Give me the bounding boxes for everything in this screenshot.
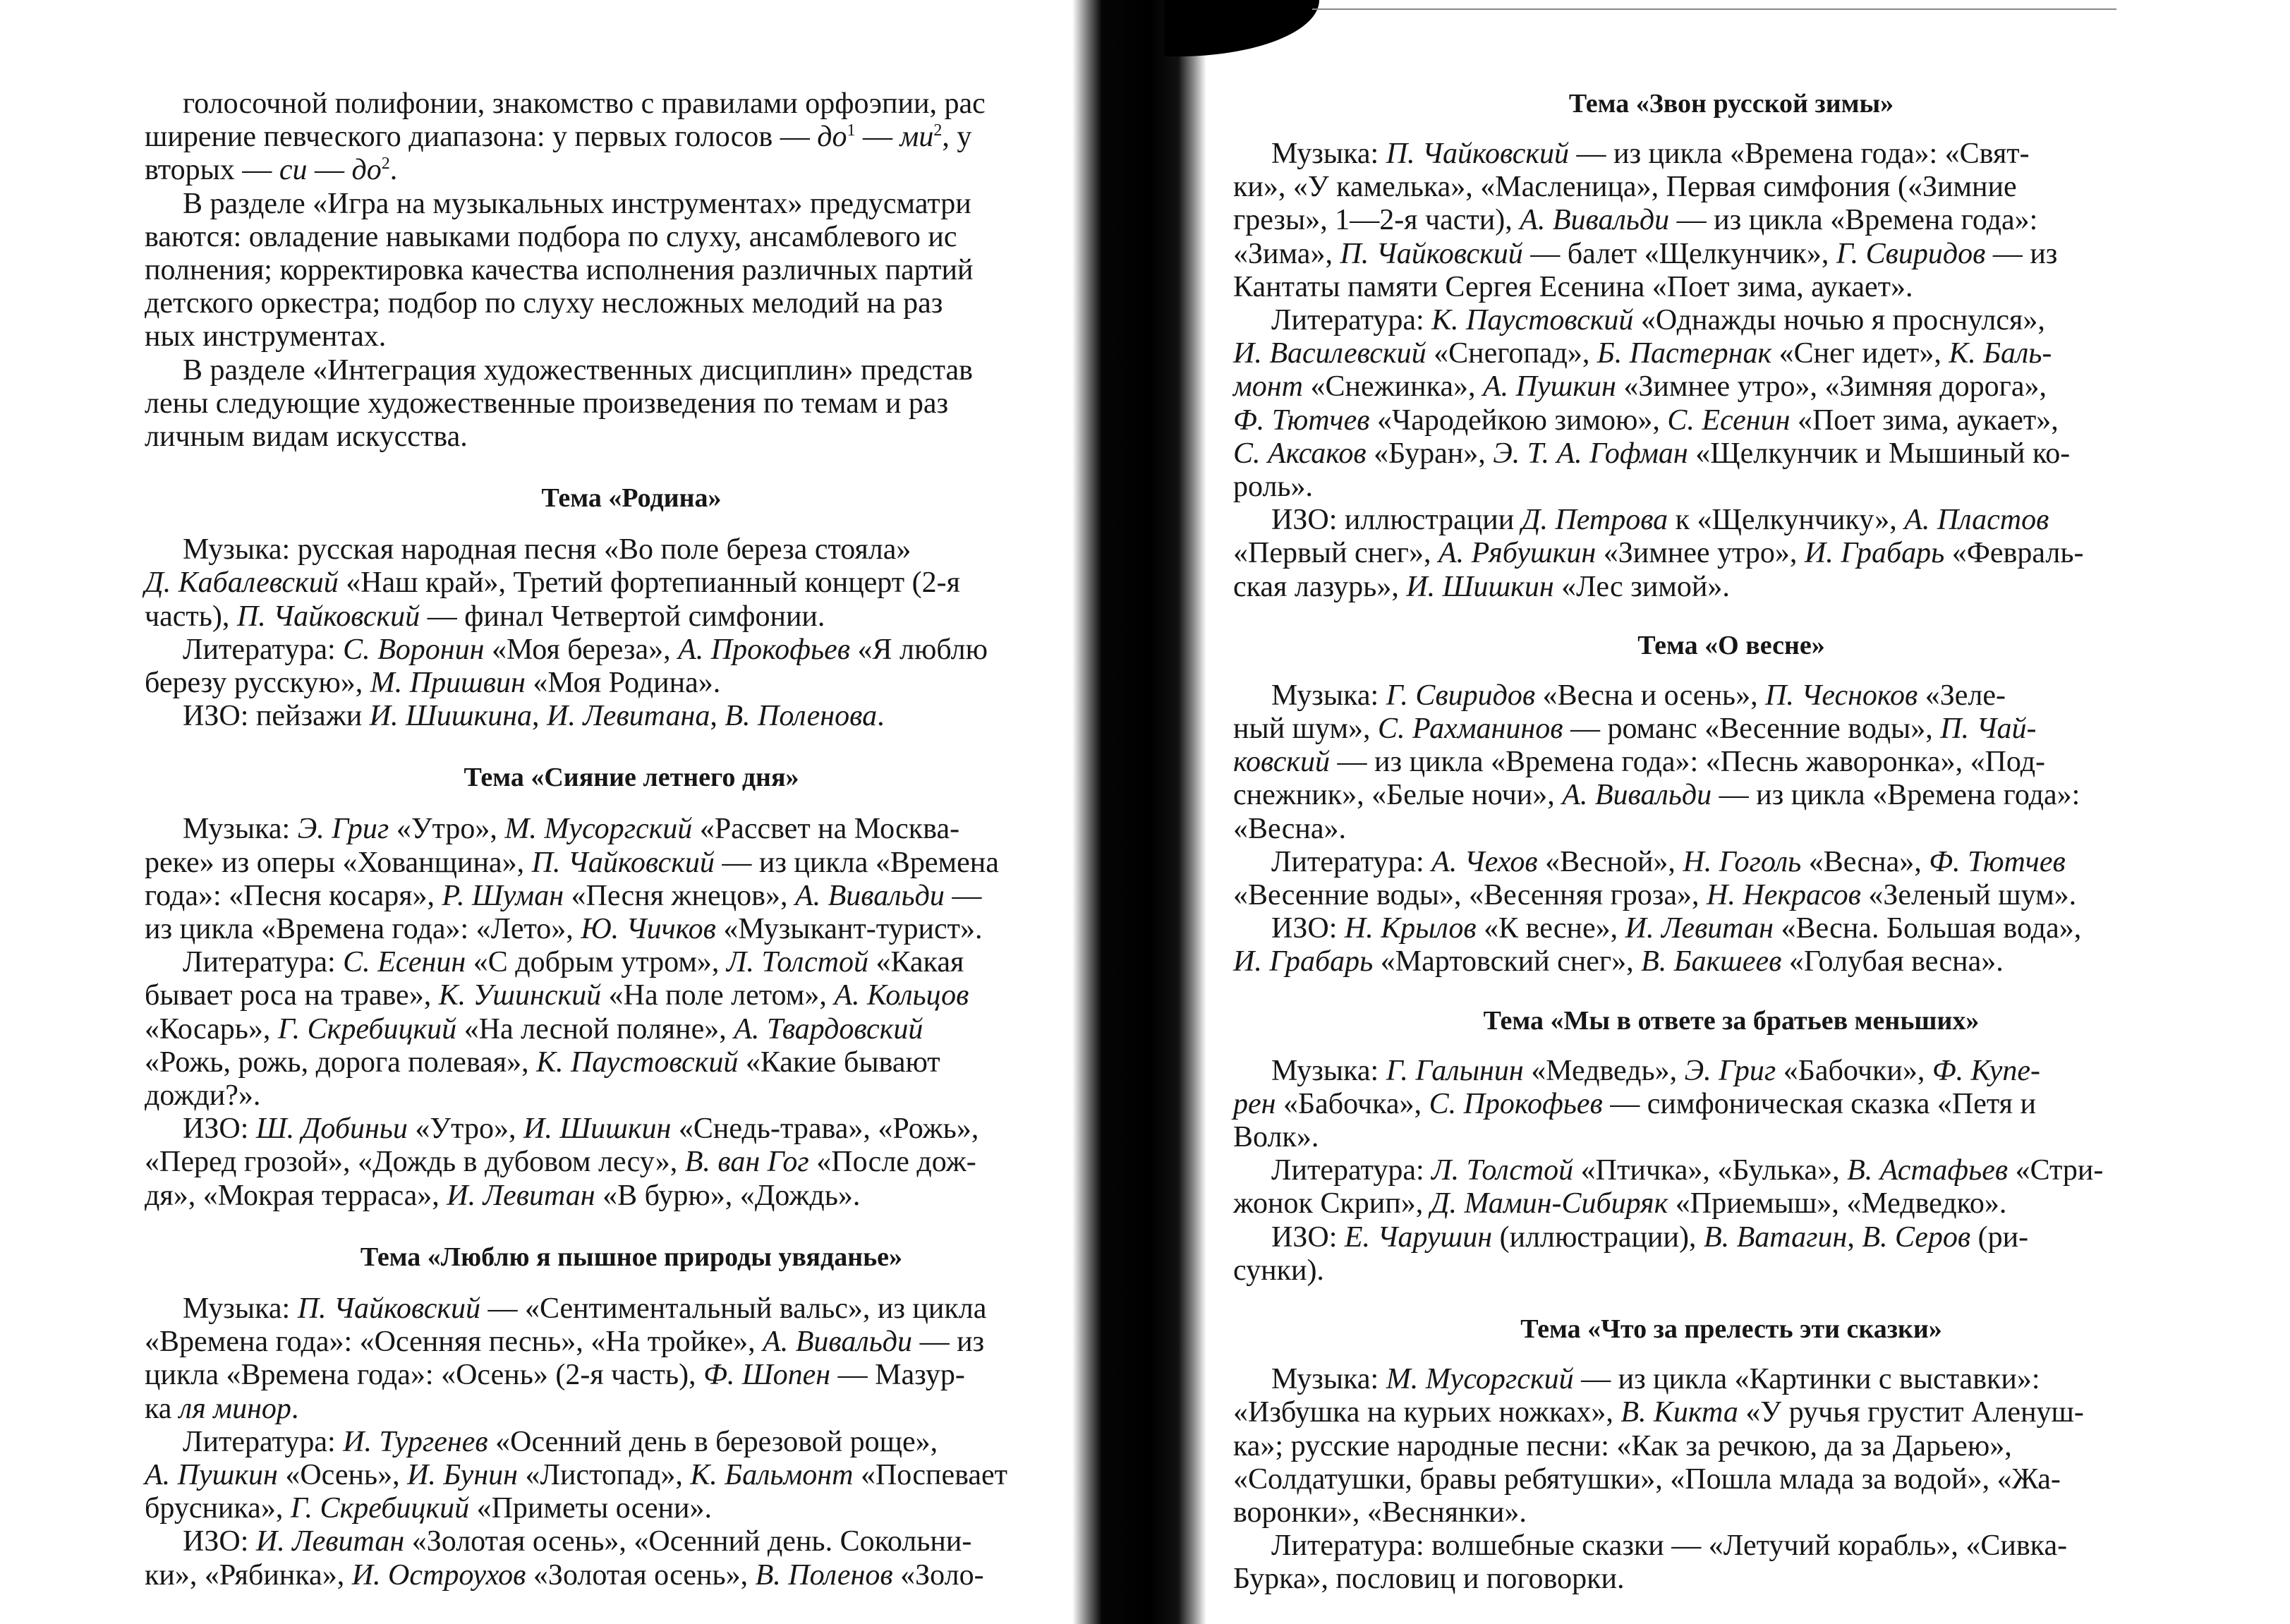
text-line: «Времена года»: «Осенняя песнь», «На тройке», А. Вивальди — из (145, 1326, 985, 1359)
left-page (0, 0, 1102, 1624)
text-line: Д. Кабалевский «Наш край», Третий фортепианный концерт (2-я (145, 566, 960, 600)
text-line: ки», «Рябинка», И. Остроухов «Золотая осень», В. Поленов «Золо- (145, 1558, 984, 1592)
text-line: ИЗО: Ш. Добиньи «Утро», И. Шишкин «Снедь-трава», «Рожь», (183, 1113, 979, 1146)
intro-paragraph (145, 87, 1102, 188)
text-line: Литература: С. Воронин «Моя береза», А. Прокофьев «Я люблю (183, 633, 988, 666)
text-line: Бурка», пословиц и поговорки. (1233, 1563, 1625, 1596)
text-line: роль». (1233, 471, 1314, 504)
section-heading: Тема «Люблю я пышное природы увяданье» (360, 1242, 903, 1272)
text-line: Литература: И. Тургенев «Осенний день в березовой роще», (183, 1425, 938, 1458)
text-line: «Косарь», Г. Скребицкий «На лесной поляне», А. Твардовский (145, 1012, 923, 1046)
text-line: Музыка: Г. Галынин «Медведь», Э. Григ «Бабочки», Ф. Купе- (1271, 1054, 2040, 1087)
section-paragraph (145, 1525, 1102, 1592)
text-line: И. Грабарь «Мартовский снег», В. Бакшеев «Голубая весна». (1233, 945, 2004, 978)
text-line: грезы», 1—2-я части), А. Вивальди — из цикла «Времена года»: (1233, 204, 2038, 237)
section-paragraph (1233, 1055, 2229, 1155)
text-line: цикла «Времена года»: «Осень» (2-я часть), Ф. Шопен — Мазур- (145, 1359, 965, 1392)
text-line: ИЗО: иллюстрации Д. Петрова к «Щелкунчику», А. Пластов (1271, 504, 2049, 537)
text-line: реке» из оперы «Хованщина», П. Чайковский — из цикла «Времена (145, 846, 999, 879)
text-line: Музыка: Г. Свиридов «Весна и осень», П. Чесноков «Зеле- (1271, 679, 2006, 712)
text-line: ширение певческого диапазона: у первых голосов — $до^1$ — $ми^2$, у (145, 121, 972, 154)
section-paragraph (145, 946, 1102, 1113)
text-line: Литература: волшебные сказки — «Летучий корабль», «Сивка- (1271, 1529, 2068, 1563)
text-line: ИЗО: Н. Крылов «К весне», И. Левитан «Весна. Большая вода», (1271, 912, 2082, 945)
section-paragraph (145, 1292, 1102, 1426)
section-paragraph (1233, 1529, 2229, 1596)
text-line: часть), П. Чайковский — финал Четвертой симфонии. (145, 600, 825, 633)
text-line: Музыка: П. Чайковский — из цикла «Времена года»: «Свят- (1271, 138, 2030, 170)
text-line: «Рожь, рожь, дорога полевая», К. Паустовский «Какие бывают (145, 1046, 940, 1079)
text-line: полнения; корректировка качества исполнения различных партий (145, 254, 974, 287)
text-line: Литература: К. Паустовский «Однажды ночью я проснулся», (1271, 304, 2045, 337)
text-line: брусника», Г. Скребицкий «Приметы осени». (145, 1492, 712, 1525)
text-line: лены следующие художественные произведения по темам и раз (145, 387, 949, 420)
section-paragraph (1233, 846, 2229, 912)
section-paragraph (145, 700, 1102, 733)
section-paragraph (1233, 304, 2229, 504)
section-heading: Тема «Мы в ответе за братьев меньших» (1483, 1005, 1980, 1036)
text-line: Музыка: М. Мусоргский — из цикла «Картинки с выставки»: (1271, 1363, 2040, 1396)
text-line: воронки», «Веснянки». (1233, 1496, 1527, 1529)
right-page (1177, 0, 2290, 1624)
section-paragraph (1233, 679, 2229, 846)
text-line: Литература: А. Чехов «Весной», Н. Гоголь «Весна», Ф. Тютчев (1271, 845, 2066, 878)
text-line: ИЗО: И. Левитан «Золотая осень», «Осенний день. Сокольни- (183, 1525, 972, 1558)
text-line: «Весенние воды», «Весенняя гроза», Н. Некрасов «Зеленый шум». (1233, 879, 2077, 912)
intro-paragraph (145, 188, 1102, 354)
text-line: ки», «У камелька», «Масленица», Первая симфония («Зимние (1233, 171, 2017, 204)
text-line: ных инструментах. (145, 320, 387, 353)
text-line: ка»; русские народные песни: «Как за речкою, да за Дарьею», (1233, 1429, 2012, 1462)
text-line: ка ля минор. (145, 1392, 299, 1425)
section-heading: Тема «Сияние летнего дня» (464, 763, 799, 793)
text-line: голосочной полифонии, знакомство с правилами орфоэпии, рас (183, 87, 986, 120)
text-line: ковский — из цикла «Времена года»: «Песнь жаворонка», «Под- (1233, 746, 2046, 779)
text-line: В разделе «Интеграция художественных дисциплин» представ (183, 353, 973, 387)
text-line: дожди?». (145, 1079, 261, 1113)
text-line: «Весна». (1233, 812, 1346, 845)
section-paragraph (1233, 1221, 2229, 1287)
page-top-edge (1312, 8, 2116, 10)
text-line: березу русскую», М. Пришвин «Моя Родина». (145, 667, 721, 700)
text-line: «Зима», П. Чайковский — балет «Щелкунчик», Г. Свиридов — из (1233, 237, 2058, 270)
section-paragraph (145, 634, 1102, 700)
text-line: личным видам искусства. (145, 420, 468, 454)
section-heading: Тема «Звон русской зимы» (1568, 89, 1894, 119)
text-line: ваются: овладение навыками подбора по слуху, ансамблевого ис (145, 220, 957, 253)
text-line: сунки). (1233, 1254, 1324, 1287)
section-heading: Тема «О весне» (1637, 630, 1825, 660)
text-line: А. Пушкин «Осень», И. Бунин «Листопад», К. Бальмонт «Поспевает (145, 1458, 1008, 1491)
text-line: бывает роса на траве», К. Ушинский «На поле летом», А. Кольцов (145, 979, 969, 1012)
text-line: ИЗО: Е. Чарушин (иллюстрации), В. Ватагин, В. Серов (ри- (1271, 1220, 2029, 1254)
text-line: вторых — си — $до^2$. (145, 154, 398, 187)
section-paragraph (145, 533, 1102, 634)
section-paragraph (145, 1113, 1102, 1213)
text-line: «Солдатушки, бравы ребятушки», «Пошла млада за водой», «Жа- (1233, 1462, 2061, 1496)
section-paragraph (1233, 912, 2229, 978)
text-line: монт «Снежинка», А. Пушкин «Зимнее утро», «Зимняя дорога», (1233, 370, 2047, 404)
text-line: В разделе «Игра на музыкальных инструментах» предусматри (183, 187, 971, 220)
section-paragraph (1233, 1363, 2229, 1529)
text-line: Ф. Тютчев «Чародейкою зимою», С. Есенин «Поет зима, аукает», (1233, 404, 2059, 437)
section-paragraph (145, 813, 1102, 946)
text-line: жонок Скрип», Д. Мамин-Сибиряк «Приемыш», «Медведко». (1233, 1187, 2007, 1220)
text-line: Кантаты памяти Сергея Есенина «Поет зима, аукает». (1233, 270, 1913, 303)
text-line: из цикла «Времена года»: «Лето», Ю. Чичков «Музыкант-турист». (145, 913, 983, 946)
text-line: Литература: Л. Толстой «Птичка», «Булька», В. Астафьев «Стри- (1271, 1154, 2104, 1187)
text-line: ный шум», С. Рахманинов — романс «Весенние воды», П. Чай- (1233, 713, 2037, 746)
text-line: снежник», «Белые ночи», А. Вивальди — из цикла «Времена года»: (1233, 779, 2080, 812)
section-paragraph (1233, 1154, 2229, 1220)
section-paragraph (1233, 504, 2229, 604)
text-line: «Избушка на курьих ножках», В. Кикта «У ручья грустит Аленуш- (1233, 1396, 2084, 1429)
section-paragraph (145, 1426, 1102, 1526)
left-page-text-column (145, 87, 1102, 1592)
text-line: ИЗО: пейзажи И. Шишкина, И. Левитана, В. Поленова. (183, 700, 885, 733)
text-line: дя», «Мокрая терраса», И. Левитан «В бурю», «Дождь». (145, 1179, 861, 1212)
text-line: С. Аксаков «Буран», Э. Т. А. Гофман «Щелкунчик и Мышиный ко- (1233, 437, 2071, 470)
book-binding-shadow (1072, 0, 1206, 1624)
text-line: Музыка: П. Чайковский — «Сентиментальный вальс», из цикла (183, 1292, 987, 1325)
text-line: года»: «Песня косаря», Р. Шуман «Песня жнецов», А. Вивальди — (145, 879, 982, 912)
text-line: И. Василевский «Снегопад», Б. Пастернак «Снег идет», К. Баль- (1233, 337, 2052, 370)
text-line: Музыка: Э. Григ «Утро», М. Мусоргский «Рассвет на Москва- (183, 813, 960, 846)
section-paragraph (1233, 138, 2229, 304)
text-line: детского оркестра; подбор по слуху несложных мелодий на раз (145, 287, 943, 320)
text-line: ская лазурь», И. Шишкин «Лес зимой». (1233, 570, 1730, 603)
text-line: рен «Бабочка», С. Прокофьев — симфоническая сказка «Петя и (1233, 1087, 2036, 1120)
right-page-text-column (1233, 87, 2229, 1596)
text-line: «Перед грозой», «Дождь в дубовом лесу», В. ван Гог «После дож- (145, 1146, 976, 1179)
text-line: «Первый снег», А. Рябушкин «Зимнее утро», И. Грабарь «Февраль- (1233, 537, 2084, 570)
text-line: Литература: С. Есенин «С добрым утром», Л. Толстой «Какая (183, 946, 964, 979)
section-heading: Тема «Что за прелесть эти сказки» (1520, 1314, 1942, 1345)
text-line: Музыка: русская народная песня «Во поле береза стояла» (183, 533, 911, 566)
section-heading: Тема «Родина» (541, 483, 722, 514)
intro-paragraph (145, 354, 1102, 454)
text-line: Волк». (1233, 1121, 1319, 1154)
